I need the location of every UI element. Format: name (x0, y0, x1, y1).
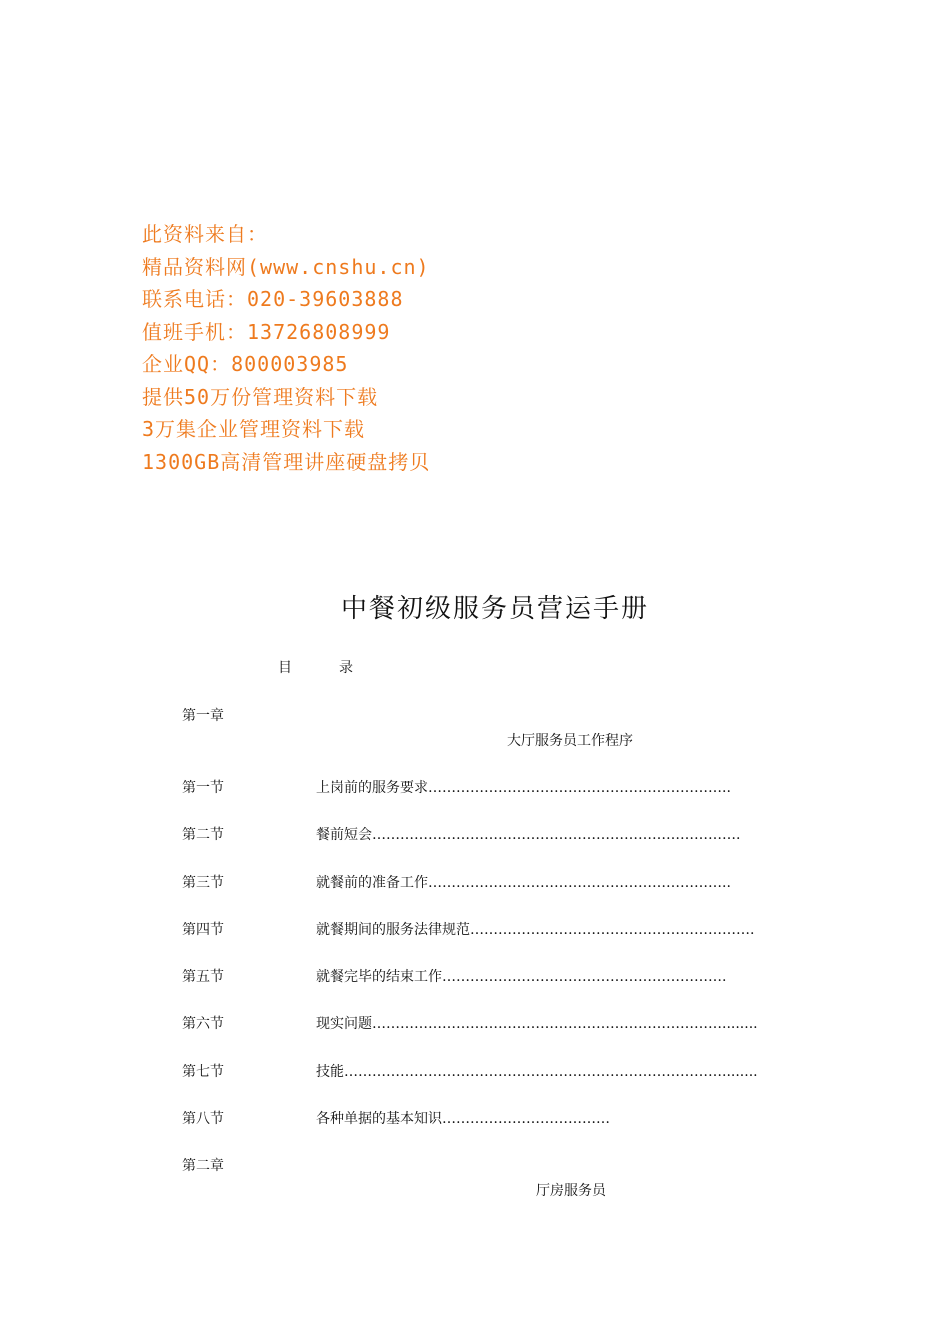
section-4-entry[interactable]: 就餐期间的服务法律规范……………………………………………………. (316, 922, 755, 938)
promo-line-website: 精品资料网(www.cnshu.cn) (142, 254, 430, 279)
chapter-2-label: 第二章 (182, 1158, 224, 1174)
section-3-entry[interactable]: 就餐前的准备工作……………………………………………………….. (316, 875, 731, 891)
section-1-entry[interactable]: 上岗前的服务要求……………………………………………………….. (316, 780, 731, 796)
chapter-1-title: 大厅服务员工作程序 (507, 733, 633, 749)
section-6-label: 第六节 (182, 1016, 224, 1032)
promo-line-mobile: 值班手机：13726808999 (142, 319, 391, 344)
promo-line-offer-3: 1300GB高清管理讲座硬盘拷贝 (142, 449, 431, 474)
section-5-entry[interactable]: 就餐完毕的结束工作……………………………………………………. (316, 969, 727, 985)
toc-heading-right: 录 (339, 660, 353, 676)
document-title: 中餐初级服务员营运手册 (340, 594, 649, 624)
section-8-label: 第八节 (182, 1111, 224, 1127)
section-4-label: 第四节 (182, 922, 224, 938)
section-5-label: 第五节 (182, 969, 224, 985)
promo-line-source: 此资料来自： (142, 222, 268, 246)
chapter-2-title: 厅房服务员 (536, 1183, 606, 1199)
section-7-entry[interactable]: 技能………………………………………………………………………........ (316, 1064, 758, 1080)
promo-line-qq: 企业QQ：800003985 (142, 352, 349, 376)
promo-line-offer-1: 提供50万份管理资料下载 (142, 384, 379, 409)
promo-line-offer-2: 3万集企业管理资料下载 (142, 417, 366, 441)
chapter-1-label: 第一章 (182, 708, 224, 724)
section-2-entry[interactable]: 餐前短会……………………………………………………………………. (316, 827, 741, 843)
section-7-label: 第七节 (182, 1064, 224, 1080)
promo-block (142, 218, 430, 478)
section-8-entry[interactable]: 各种单据的基本知识……………………………… (316, 1111, 610, 1127)
section-3-label: 第三节 (182, 875, 224, 891)
section-6-entry[interactable]: 现实问题…………………………………………………………………........ (316, 1016, 758, 1032)
section-2-label: 第二节 (182, 827, 224, 843)
section-1-label: 第一节 (182, 780, 224, 796)
toc-heading-left: 目 (278, 660, 292, 676)
promo-line-phone: 联系电话：020-39603888 (142, 287, 404, 311)
